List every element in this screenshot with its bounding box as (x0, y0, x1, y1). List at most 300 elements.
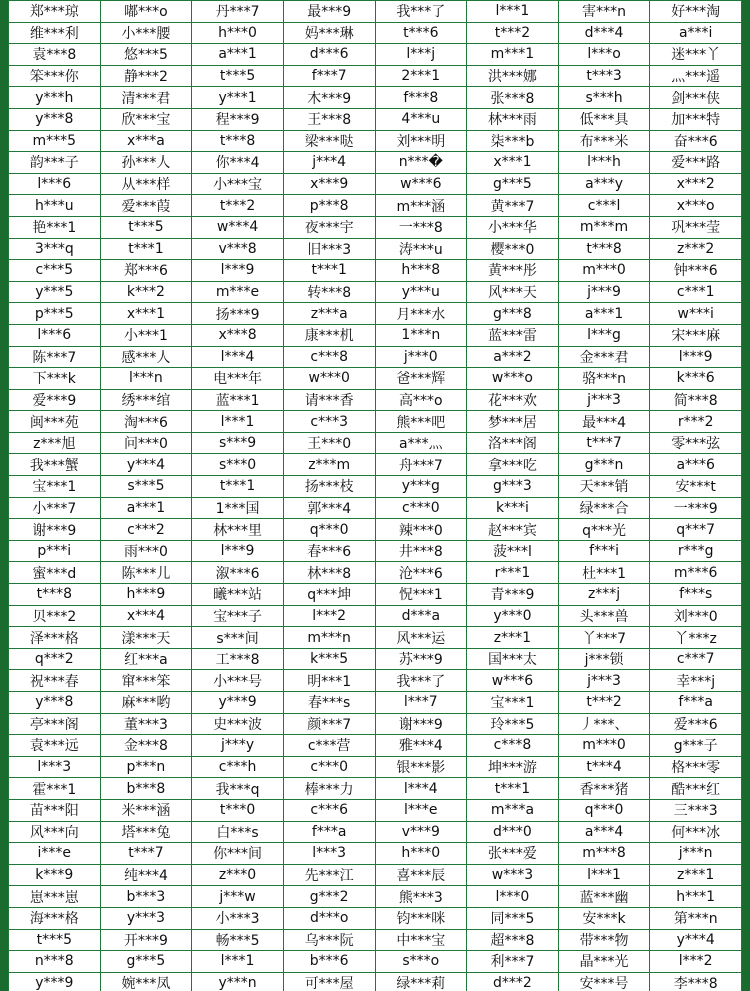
masked-username-cell: 1***国 (192, 497, 284, 519)
masked-username-cell: j***3 (558, 670, 650, 692)
masked-username-cell: 清***君 (100, 87, 192, 109)
masked-username-cell: 丿***、 (558, 713, 650, 735)
masked-username-cell: 陈***儿 (100, 562, 192, 584)
masked-username-cell: l***e (375, 799, 467, 821)
masked-username-cell: g***8 (467, 303, 559, 325)
masked-username-cell: n***8 (9, 951, 101, 973)
masked-username-cell: 玲***5 (467, 713, 559, 735)
masked-username-cell: 第***n (650, 907, 742, 929)
masked-username-cell: j***锁 (558, 648, 650, 670)
table-row (9, 87, 742, 109)
masked-username-cell: t***1 (100, 238, 192, 260)
masked-username-cell: 绣***绾 (100, 389, 192, 411)
masked-username-cell: y***g (375, 476, 467, 498)
masked-username-cell: 张***8 (467, 87, 559, 109)
masked-username-cell: 迷***丫 (650, 44, 742, 66)
masked-username-cell: w***0 (283, 368, 375, 390)
masked-username-cell: j***3 (558, 389, 650, 411)
masked-username-cell: 白***s (192, 821, 284, 843)
masked-username-cell: 转***8 (283, 281, 375, 303)
masked-username-cell: a***6 (650, 454, 742, 476)
masked-username-cell: 从***样 (100, 173, 192, 195)
masked-username-cell: l***0 (467, 886, 559, 908)
masked-username-cell: t***8 (192, 130, 284, 152)
masked-username-cell: f***s (650, 584, 742, 606)
masked-username-cell: x***1 (467, 152, 559, 174)
masked-username-cell: c***2 (100, 519, 192, 541)
masked-username-cell: 夜***宇 (283, 216, 375, 238)
masked-username-cell: c***7 (650, 648, 742, 670)
masked-username-cell: 我***了 (375, 1, 467, 23)
table-row (9, 454, 742, 476)
masked-username-cell: l***9 (650, 346, 742, 368)
masked-username-cell: 宋***麻 (650, 324, 742, 346)
masked-username-cell: 明***1 (283, 670, 375, 692)
masked-username-cell: z***m (283, 454, 375, 476)
masked-username-cell: m***a (467, 799, 559, 821)
masked-username-cell: q***7 (650, 519, 742, 541)
masked-username-cell: 袁***8 (9, 44, 101, 66)
masked-username-cell: t***2 (467, 22, 559, 44)
masked-username-cell: l***o (558, 44, 650, 66)
masked-username-cell: 我***q (192, 778, 284, 800)
masked-username-cell: 电***年 (192, 368, 284, 390)
masked-username-cell: 三***3 (650, 799, 742, 821)
masked-username-cell: t***3 (558, 65, 650, 87)
masked-username-cell: 你***4 (192, 152, 284, 174)
masked-username-cell: g***5 (467, 173, 559, 195)
masked-username-cell: 谢***9 (9, 519, 101, 541)
masked-username-cell: t***5 (192, 65, 284, 87)
masked-username-cell: 纯***4 (100, 864, 192, 886)
masked-username-cell: 宝***子 (192, 605, 284, 627)
masked-username-cell: 程***9 (192, 108, 284, 130)
masked-username-cell: 花***欢 (467, 389, 559, 411)
masked-username-cell: 王***0 (283, 432, 375, 454)
masked-username-cell: t***1 (467, 778, 559, 800)
masked-username-cell: 小***1 (100, 324, 192, 346)
masked-username-cell: a***4 (558, 821, 650, 843)
table-row (9, 22, 742, 44)
masked-username-cell: 最***9 (283, 1, 375, 23)
masked-username-cell: h***8 (375, 260, 467, 282)
table-row (9, 173, 742, 195)
masked-username-cell: 剑***侠 (650, 87, 742, 109)
masked-username-cell: 同***5 (467, 907, 559, 929)
masked-username-cell: 2***1 (375, 65, 467, 87)
masked-username-cell: p***5 (9, 303, 101, 325)
masked-username-cell: 巩***莹 (650, 216, 742, 238)
masked-username-cell: 刘***明 (375, 130, 467, 152)
masked-username-cell: 乌***阮 (283, 929, 375, 951)
masked-username-cell: l***3 (9, 756, 101, 778)
masked-username-cell: 欣***宝 (100, 108, 192, 130)
masked-username-cell: 最***4 (558, 411, 650, 433)
masked-username-cell: 高***o (375, 389, 467, 411)
masked-username-cell: 张***爱 (467, 843, 559, 865)
masked-username-cell: 漾***天 (100, 627, 192, 649)
masked-username-cell: 晶***光 (558, 951, 650, 973)
masked-username-cell: 坤***游 (467, 756, 559, 778)
masked-username-cell: 请***香 (283, 389, 375, 411)
masked-username-cell: 小***腰 (100, 22, 192, 44)
masked-username-cell: 一***8 (375, 216, 467, 238)
masked-username-cell: 悠***5 (100, 44, 192, 66)
masked-username-cell: l***g (558, 324, 650, 346)
masked-username-cell: d***0 (467, 821, 559, 843)
masked-username-cell: 零***弦 (650, 432, 742, 454)
table-row (9, 713, 742, 735)
masked-username-cell: l***4 (375, 778, 467, 800)
masked-username-cell: 一***9 (650, 497, 742, 519)
masked-username-cell: c***0 (375, 497, 467, 519)
table-row (9, 152, 742, 174)
masked-username-cell: s***9 (192, 432, 284, 454)
masked-username-cell: j***w (192, 886, 284, 908)
masked-username-cell: z***a (283, 303, 375, 325)
table-row (9, 195, 742, 217)
masked-username-cell: 孙***人 (100, 152, 192, 174)
table-row (9, 389, 742, 411)
masked-username-cell: s***0 (192, 454, 284, 476)
masked-username-cell: g***5 (100, 951, 192, 973)
masked-username-cell: 贝***2 (9, 605, 101, 627)
table-row (9, 281, 742, 303)
masked-username-cell: t***7 (100, 843, 192, 865)
masked-username-cell: 低***具 (558, 108, 650, 130)
masked-username-cell: 麻***哟 (100, 692, 192, 714)
masked-username-cell: l***7 (375, 692, 467, 714)
masked-username-cell: l***1 (467, 1, 559, 23)
masked-username-cell: y***1 (192, 87, 284, 109)
masked-username-cell: 熊***吧 (375, 411, 467, 433)
table-row (9, 886, 742, 908)
masked-username-cell: 宝***1 (9, 476, 101, 498)
masked-username-cell: 沧***6 (375, 562, 467, 584)
masked-username-cell: y***n (192, 972, 284, 991)
masked-username-cell: 爱***葭 (100, 195, 192, 217)
table-row (9, 238, 742, 260)
masked-username-cell: m***涵 (375, 195, 467, 217)
masked-username-cell: x***8 (192, 324, 284, 346)
masked-username-cell: 洪***娜 (467, 65, 559, 87)
masked-username-cell: g***3 (467, 476, 559, 498)
masked-username-cell: y***9 (192, 692, 284, 714)
masked-username-cell: 王***8 (283, 108, 375, 130)
masked-username-cell: 樱***0 (467, 238, 559, 260)
masked-username-cell: 酷***红 (650, 778, 742, 800)
masked-username-cell: w***o (467, 368, 559, 390)
masked-username-cell: 钟***6 (650, 260, 742, 282)
table-row (9, 821, 742, 843)
winner-table (8, 0, 742, 991)
table-row (9, 843, 742, 865)
masked-username-cell: 喜***辰 (375, 864, 467, 886)
masked-username-cell: 郑***6 (100, 260, 192, 282)
masked-username-cell: 国***太 (467, 648, 559, 670)
masked-username-cell: c***h (192, 756, 284, 778)
masked-username-cell: 李***8 (650, 972, 742, 991)
masked-username-cell: 简***8 (650, 389, 742, 411)
masked-username-cell: t***8 (558, 238, 650, 260)
masked-username-cell: 好***淘 (650, 1, 742, 23)
masked-username-cell: t***6 (375, 22, 467, 44)
masked-username-cell: 小***华 (467, 216, 559, 238)
masked-username-cell: 崽***崽 (9, 886, 101, 908)
masked-username-cell: z***1 (650, 864, 742, 886)
masked-username-cell: v***9 (375, 821, 467, 843)
masked-username-cell: z***旭 (9, 432, 101, 454)
masked-username-cell: 骆***n (558, 368, 650, 390)
masked-username-cell: 韵***子 (9, 152, 101, 174)
masked-username-cell: 爸***辉 (375, 368, 467, 390)
masked-username-cell: a***i (650, 22, 742, 44)
masked-username-cell: l***1 (192, 411, 284, 433)
masked-username-cell: 超***8 (467, 929, 559, 951)
masked-username-cell: 宝***1 (467, 692, 559, 714)
masked-username-cell: l***2 (650, 951, 742, 973)
masked-username-cell: a***1 (192, 44, 284, 66)
masked-username-cell: 奋***6 (650, 130, 742, 152)
masked-username-cell: g***n (558, 454, 650, 476)
masked-username-cell: 可***屋 (283, 972, 375, 991)
table-row (9, 411, 742, 433)
masked-username-cell: c***营 (283, 735, 375, 757)
masked-username-cell: y***8 (9, 692, 101, 714)
masked-username-cell: d***a (375, 605, 467, 627)
masked-username-cell: 风***向 (9, 821, 101, 843)
masked-username-cell: 洛***阁 (467, 432, 559, 454)
masked-username-cell: h***0 (192, 22, 284, 44)
masked-username-cell: p***n (100, 756, 192, 778)
masked-username-cell: t***1 (192, 476, 284, 498)
masked-username-cell: 爱***9 (9, 389, 101, 411)
masked-username-cell: q***2 (9, 648, 101, 670)
masked-username-cell: l***1 (558, 864, 650, 886)
table-row (9, 540, 742, 562)
masked-username-cell: 菠***l (467, 540, 559, 562)
masked-username-cell: m***0 (558, 735, 650, 757)
masked-username-cell: 旧***3 (283, 238, 375, 260)
masked-username-cell: 感***人 (100, 346, 192, 368)
masked-username-cell: j***0 (375, 346, 467, 368)
masked-username-cell: l***9 (192, 540, 284, 562)
masked-username-cell: 加***特 (650, 108, 742, 130)
masked-username-cell: c***8 (467, 735, 559, 757)
masked-username-cell: 林***8 (283, 562, 375, 584)
winner-list-panel (8, 0, 742, 991)
masked-username-cell: c***3 (283, 411, 375, 433)
masked-username-cell: l***9 (192, 260, 284, 282)
masked-username-cell: i***e (9, 843, 101, 865)
masked-username-cell: 井***8 (375, 540, 467, 562)
masked-username-cell: g***子 (650, 735, 742, 757)
masked-username-cell: x***2 (650, 173, 742, 195)
masked-username-cell: j***y (192, 735, 284, 757)
masked-username-cell: l***1 (192, 951, 284, 973)
masked-username-cell: 春***s (283, 692, 375, 714)
table-row (9, 907, 742, 929)
masked-username-cell: m***n (283, 627, 375, 649)
masked-username-cell: l***n (100, 368, 192, 390)
masked-username-cell: 苗***阳 (9, 799, 101, 821)
masked-username-cell: 格***零 (650, 756, 742, 778)
masked-username-cell: 拿***吃 (467, 454, 559, 476)
masked-username-cell: 静***2 (100, 65, 192, 87)
masked-username-cell: 害***n (558, 1, 650, 23)
masked-username-cell: 畅***5 (192, 929, 284, 951)
masked-username-cell: 维***利 (9, 22, 101, 44)
masked-username-cell: q***0 (558, 799, 650, 821)
table-row (9, 929, 742, 951)
masked-username-cell: t***5 (9, 929, 101, 951)
masked-username-cell: t***5 (100, 216, 192, 238)
masked-username-cell: t***0 (192, 799, 284, 821)
masked-username-cell: q***坤 (283, 584, 375, 606)
table-row (9, 130, 742, 152)
masked-username-cell: 黄***7 (467, 195, 559, 217)
masked-username-cell: 刘***0 (650, 605, 742, 627)
masked-username-cell: k***6 (650, 368, 742, 390)
table-row (9, 497, 742, 519)
masked-username-cell: g***2 (283, 886, 375, 908)
masked-username-cell: d***6 (283, 44, 375, 66)
table-row (9, 735, 742, 757)
masked-username-cell: 利***7 (467, 951, 559, 973)
masked-username-cell: 幸***j (650, 670, 742, 692)
table-row (9, 346, 742, 368)
masked-username-cell: b***3 (100, 886, 192, 908)
table-row (9, 778, 742, 800)
masked-username-cell: 中***宝 (375, 929, 467, 951)
masked-username-cell: r***g (650, 540, 742, 562)
masked-username-cell: 小***7 (9, 497, 101, 519)
masked-username-cell: m***1 (467, 44, 559, 66)
masked-username-cell: 金***8 (100, 735, 192, 757)
masked-username-cell: 安***t (650, 476, 742, 498)
table-row (9, 432, 742, 454)
masked-username-cell: 雅***4 (375, 735, 467, 757)
masked-username-cell: y***u (375, 281, 467, 303)
masked-username-cell: 风***运 (375, 627, 467, 649)
masked-username-cell: x***4 (100, 605, 192, 627)
masked-username-cell: f***a (650, 692, 742, 714)
masked-username-cell: 蓝***1 (192, 389, 284, 411)
masked-username-cell: 曦***站 (192, 584, 284, 606)
masked-username-cell: q***0 (283, 519, 375, 541)
masked-username-cell: y***0 (467, 605, 559, 627)
masked-username-cell: s***5 (100, 476, 192, 498)
masked-username-cell: z***1 (467, 627, 559, 649)
masked-username-cell: 蜜***d (9, 562, 101, 584)
table-row (9, 584, 742, 606)
masked-username-cell: 红***a (100, 648, 192, 670)
masked-username-cell: t***1 (283, 260, 375, 282)
masked-username-cell: y***5 (9, 281, 101, 303)
masked-username-cell: f***i (558, 540, 650, 562)
masked-username-cell: w***4 (192, 216, 284, 238)
masked-username-cell: l***h (558, 152, 650, 174)
table-row (9, 972, 742, 991)
masked-username-cell: t***2 (558, 692, 650, 714)
masked-username-cell: 嘟***o (100, 1, 192, 23)
table-row (9, 951, 742, 973)
table-row (9, 692, 742, 714)
masked-username-cell: 艳***1 (9, 216, 101, 238)
masked-username-cell: k***i (467, 497, 559, 519)
masked-username-cell: 扬***枝 (283, 476, 375, 498)
masked-username-cell: j***4 (283, 152, 375, 174)
table-row (9, 670, 742, 692)
table-row (9, 562, 742, 584)
masked-username-cell: 你***间 (192, 843, 284, 865)
winner-table-body (9, 1, 742, 991)
masked-username-cell: m***5 (9, 130, 101, 152)
masked-username-cell: 窜***笨 (100, 670, 192, 692)
masked-username-cell: c***6 (283, 799, 375, 821)
masked-username-cell: 春***6 (283, 540, 375, 562)
masked-username-cell: c***1 (650, 281, 742, 303)
masked-username-cell: f***a (283, 821, 375, 843)
table-row (9, 605, 742, 627)
masked-username-cell: c***0 (283, 756, 375, 778)
masked-username-cell: w***6 (467, 670, 559, 692)
masked-username-cell: f***7 (283, 65, 375, 87)
masked-username-cell: w***6 (375, 173, 467, 195)
masked-username-cell: m***m (558, 216, 650, 238)
masked-username-cell: 黄***彤 (467, 260, 559, 282)
masked-username-cell: t***7 (558, 432, 650, 454)
masked-username-cell: 梦***居 (467, 411, 559, 433)
masked-username-cell: p***8 (283, 195, 375, 217)
masked-username-cell: 丫***7 (558, 627, 650, 649)
masked-username-cell: w***3 (467, 864, 559, 886)
masked-username-cell: 绿***莉 (375, 972, 467, 991)
masked-username-cell: a***灬 (375, 432, 467, 454)
masked-username-cell: t***8 (9, 584, 101, 606)
masked-username-cell: 金***君 (558, 346, 650, 368)
masked-username-cell: x***a (100, 130, 192, 152)
masked-username-cell: 丫***z (650, 627, 742, 649)
masked-username-cell: j***n (650, 843, 742, 865)
masked-username-cell: s***间 (192, 627, 284, 649)
masked-username-cell: 涛***u (375, 238, 467, 260)
masked-username-cell: y***3 (100, 907, 192, 929)
masked-username-cell: 米***涵 (100, 799, 192, 821)
masked-username-cell: 林***里 (192, 519, 284, 541)
masked-username-cell: 颜***7 (283, 713, 375, 735)
masked-username-cell: 海***格 (9, 907, 101, 929)
masked-username-cell: 安***号 (558, 972, 650, 991)
masked-username-cell: r***1 (467, 562, 559, 584)
masked-username-cell: w***i (650, 303, 742, 325)
masked-username-cell: 开***9 (100, 929, 192, 951)
table-row (9, 1, 742, 23)
masked-username-cell: m***0 (558, 260, 650, 282)
masked-username-cell: 杜***1 (558, 562, 650, 584)
masked-username-cell: h***u (9, 195, 101, 217)
masked-username-cell: 袁***远 (9, 735, 101, 757)
table-row (9, 44, 742, 66)
masked-username-cell: y***h (9, 87, 101, 109)
masked-username-cell: m***e (192, 281, 284, 303)
masked-username-cell: k***5 (283, 648, 375, 670)
masked-username-cell: 下***k (9, 368, 101, 390)
masked-username-cell: 蓝***幽 (558, 886, 650, 908)
masked-username-cell: l***j (375, 44, 467, 66)
masked-username-cell: 4***u (375, 108, 467, 130)
masked-username-cell: 怳***1 (375, 584, 467, 606)
